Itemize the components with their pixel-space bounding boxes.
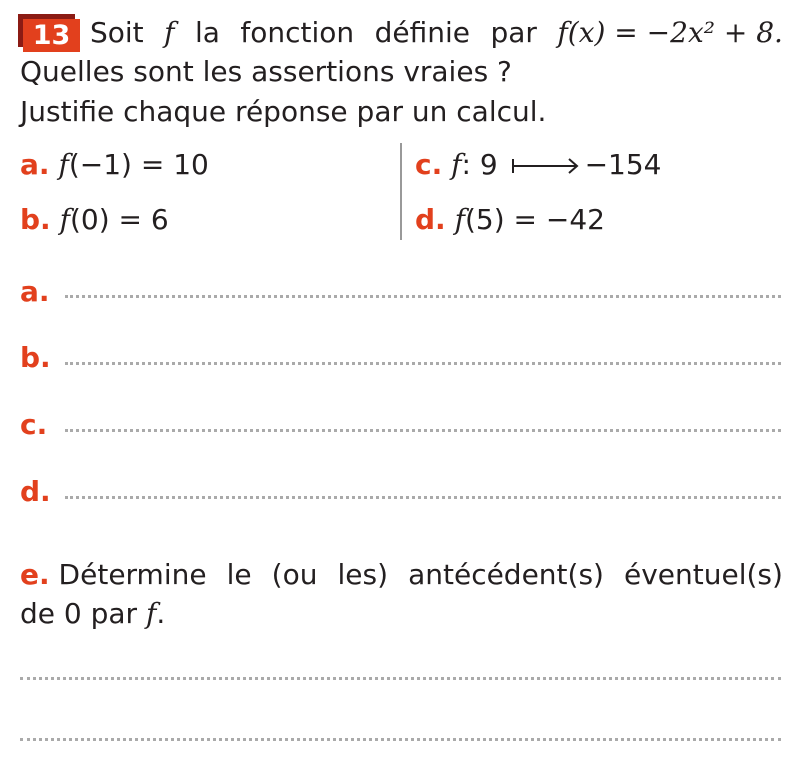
answer-line-d[interactable]	[65, 496, 781, 499]
answer-label-a: a.	[20, 275, 50, 308]
part-e-line-2-suffix: .	[156, 597, 166, 630]
option-c	[415, 148, 661, 182]
answer-label-b: b.	[20, 341, 51, 374]
part-e-line-2-prefix: de 0 par	[20, 597, 138, 630]
answer-line-a[interactable]	[65, 295, 781, 298]
word: la	[194, 16, 220, 49]
answer-line-e-1[interactable]	[20, 677, 781, 680]
answer-line-e-2[interactable]	[20, 738, 781, 741]
option-b	[20, 203, 169, 237]
function-name: f	[59, 203, 70, 236]
word: Soit	[90, 16, 144, 49]
statement-line-1	[90, 16, 783, 50]
option-a	[20, 148, 209, 182]
function-name: f	[58, 148, 69, 181]
function-name: f	[451, 148, 462, 181]
word: par	[490, 16, 537, 49]
option-expression: (−1) = 10	[68, 148, 209, 181]
option-expression: (0) = 6	[69, 203, 169, 236]
option-label: a.	[20, 148, 50, 181]
word: le	[226, 558, 252, 591]
function-name: f	[454, 203, 465, 236]
part-e-first	[20, 558, 207, 592]
option-label: d.	[415, 203, 446, 236]
word: Détermine	[58, 558, 207, 591]
part-e-line-2	[20, 597, 165, 631]
part-e-line-1	[20, 558, 783, 592]
part-e-label: e.	[20, 558, 50, 591]
answer-label-c: c.	[20, 408, 48, 441]
exercise-number: 13	[23, 19, 80, 52]
statement-line-3: Justifie chaque réponse par un calcul.	[20, 95, 547, 128]
statement-line-2: Quelles sont les assertions vraies ?	[20, 55, 512, 88]
option-label: c.	[415, 148, 443, 181]
function-definition: f(x) = −2x² + 8.	[557, 16, 783, 49]
options-divider	[400, 143, 402, 240]
option-label: b.	[20, 203, 51, 236]
answer-line-c[interactable]	[65, 429, 781, 432]
word: antécédent(s)	[408, 558, 604, 591]
word: (ou	[271, 558, 318, 591]
word: les)	[337, 558, 389, 591]
answer-line-b[interactable]	[65, 362, 781, 365]
function-name: f	[164, 16, 175, 49]
option-expression-post: −154	[584, 148, 662, 181]
word: fonction	[240, 16, 355, 49]
option-d	[415, 203, 605, 237]
exercise-number-badge	[18, 14, 78, 50]
option-expression-pre: : 9	[461, 148, 498, 181]
function-name: f	[145, 597, 157, 630]
word: définie	[374, 16, 471, 49]
option-expression: (5) = −42	[464, 203, 605, 236]
answer-label-d: d.	[20, 475, 51, 508]
maps-to-arrow-icon	[511, 155, 581, 177]
word: éventuel(s)	[624, 558, 783, 591]
